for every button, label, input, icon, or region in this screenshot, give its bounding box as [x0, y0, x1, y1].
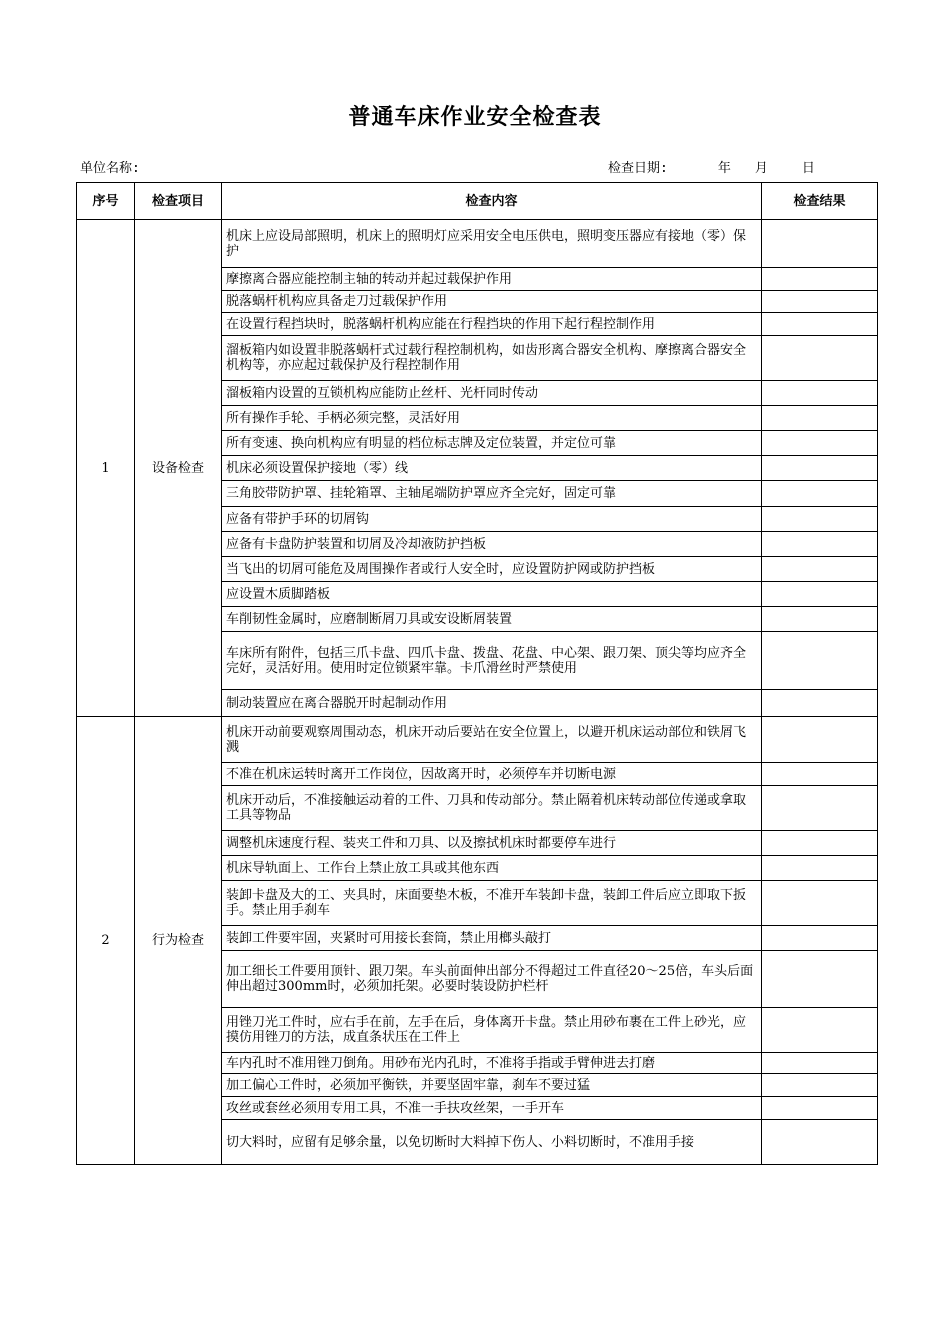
check-result-cell[interactable] — [762, 406, 878, 431]
check-result-cell[interactable] — [762, 1053, 878, 1074]
check-content: 溜板箱内如设置非脱落蜗杆式过载行程控制机构，如齿形离合器安全机构、摩擦离合器安全机构等，亦应起过载保护及行程控制作用 — [222, 336, 762, 381]
check-content: 摩擦离合器应能控制主轴的转动并起过载保护作用 — [222, 268, 762, 291]
check-result-cell[interactable] — [762, 951, 878, 1008]
table-row — [77, 717, 878, 763]
check-content: 加工细长工件要用顶针、跟刀架。车头前面伸出部分不得超过工件直径20～25倍，车头后面伸出超过300mm时，必须加托架。必要时装设防护栏杆 — [222, 951, 762, 1008]
check-content: 装卸工件要牢固，夹紧时可用接长套筒，禁止用榔头敲打 — [222, 926, 762, 951]
check-result-cell[interactable] — [762, 456, 878, 481]
check-result-cell[interactable] — [762, 481, 878, 507]
group-item: 行为检查 — [135, 717, 222, 1165]
check-result-cell[interactable] — [762, 786, 878, 831]
check-result-cell[interactable] — [762, 881, 878, 926]
check-content: 应设置木质脚踏板 — [222, 582, 762, 607]
check-content: 车床所有附件，包括三爪卡盘、四爪卡盘、拨盘、花盘、中心架、跟刀架、顶尖等均应齐全完好，灵活好用。使用时定位锁紧牢靠。卡爪滑丝时严禁使用 — [222, 632, 762, 690]
date-year: 年 — [717, 161, 731, 176]
group-item: 设备检查 — [135, 220, 222, 717]
check-result-cell[interactable] — [762, 507, 878, 532]
check-content: 机床导轨面上、工作台上禁止放工具或其他东西 — [222, 856, 762, 881]
check-content: 切大料时，应留有足够余量，以免切断时大料掉下伤人、小料切断时，不准用手接 — [222, 1120, 762, 1165]
unit-name-label: 单位名称: — [80, 161, 140, 176]
header-row — [77, 183, 878, 220]
group-number: 2 — [77, 717, 135, 1165]
check-result-cell[interactable] — [762, 268, 878, 291]
check-result-cell[interactable] — [762, 1120, 878, 1165]
date-month: 月 — [754, 161, 768, 176]
inspection-table — [76, 182, 878, 1165]
group-number: 1 — [77, 220, 135, 717]
check-content: 在设置行程挡块时，脱落蜗杆机构应能在行程挡块的作用下起行程控制作用 — [222, 313, 762, 336]
col-header-item: 检查项目 — [135, 183, 222, 220]
check-result-cell[interactable] — [762, 763, 878, 786]
date-label: 检查日期: — [608, 161, 668, 176]
check-content: 溜板箱内设置的互锁机构应能防止丝杆、光杆同时传动 — [222, 381, 762, 406]
check-content: 三角胶带防护罩、挂轮箱罩、主轴尾端防护罩应齐全完好，固定可靠 — [222, 481, 762, 507]
check-content: 车内孔时不准用锉刀倒角。用砂布光内孔时，不准将手指或手臂伸进去打磨 — [222, 1053, 762, 1074]
check-content: 调整机床速度行程、装夹工件和刀具、以及擦拭机床时都要停车进行 — [222, 831, 762, 856]
check-result-cell[interactable] — [762, 856, 878, 881]
check-content: 加工偏心工件时，必须加平衡铁，并要坚固牢靠，刹车不要过猛 — [222, 1074, 762, 1097]
check-content: 不准在机床运转时离开工作岗位，因故离开时，必须停车并切断电源 — [222, 763, 762, 786]
check-content: 应备有卡盘防护装置和切屑及冷却液防护挡板 — [222, 532, 762, 557]
check-result-cell[interactable] — [762, 220, 878, 268]
check-result-cell[interactable] — [762, 381, 878, 406]
check-result-cell[interactable] — [762, 431, 878, 456]
check-result-cell[interactable] — [762, 336, 878, 381]
check-content: 机床开动后，不准接触运动着的工件、刀具和传动部分。禁止隔着机床转动部位传递或拿取工具等物品 — [222, 786, 762, 831]
check-result-cell[interactable] — [762, 532, 878, 557]
check-content: 用锉刀光工件时，应右手在前，左手在后，身体离开卡盘。禁止用砂布裹在工件上砂光，应摸仿用锉刀的方法，成直条状压在工件上 — [222, 1008, 762, 1053]
check-result-cell[interactable] — [762, 582, 878, 607]
check-content: 当飞出的切屑可能危及周围操作者或行人安全时，应设置防护网或防护挡板 — [222, 557, 762, 582]
check-content: 机床上应设局部照明，机床上的照明灯应采用安全电压供电，照明变压器应有接地（零）保护 — [222, 220, 762, 268]
check-result-cell[interactable] — [762, 831, 878, 856]
check-content: 攻丝或套丝必须用专用工具，不准一手扶攻丝架，一手开车 — [222, 1097, 762, 1120]
check-content: 脱落蜗杆机构应具备走刀过载保护作用 — [222, 291, 762, 313]
page-title: 普通车床作业安全检查表 — [348, 104, 602, 130]
inspection-date — [608, 157, 815, 176]
date-day: 日 — [801, 161, 815, 176]
check-result-cell[interactable] — [762, 557, 878, 582]
check-result-cell[interactable] — [762, 1074, 878, 1097]
col-header-result: 检查结果 — [762, 183, 878, 220]
check-result-cell[interactable] — [762, 313, 878, 336]
check-result-cell[interactable] — [762, 607, 878, 632]
table-row — [77, 220, 878, 268]
check-content: 制动装置应在离合器脱开时起制动作用 — [222, 690, 762, 717]
check-content: 机床开动前要观察周围动态，机床开动后要站在安全位置上，以避开机床运动部位和铁屑飞溅 — [222, 717, 762, 763]
check-content: 所有操作手轮、手柄必须完整，灵活好用 — [222, 406, 762, 431]
check-content: 应备有带护手环的切屑钩 — [222, 507, 762, 532]
check-content: 机床必须设置保护接地（零）线 — [222, 456, 762, 481]
check-result-cell[interactable] — [762, 926, 878, 951]
check-result-cell[interactable] — [762, 690, 878, 717]
check-result-cell[interactable] — [762, 1097, 878, 1120]
check-content: 车削韧性金属时，应磨制断屑刀具或安设断屑装置 — [222, 607, 762, 632]
check-result-cell[interactable] — [762, 1008, 878, 1053]
check-result-cell[interactable] — [762, 291, 878, 313]
check-content: 装卸卡盘及大的工、夹具时，床面要垫木板，不准开车装卸卡盘，装卸工件后应立即取下扳手。禁止用手刹车 — [222, 881, 762, 926]
check-content: 所有变速、换向机构应有明显的档位标志牌及定位装置，并定位可靠 — [222, 431, 762, 456]
check-result-cell[interactable] — [762, 717, 878, 763]
check-result-cell[interactable] — [762, 632, 878, 690]
col-header-content: 检查内容 — [222, 183, 762, 220]
col-header-no: 序号 — [77, 183, 135, 220]
